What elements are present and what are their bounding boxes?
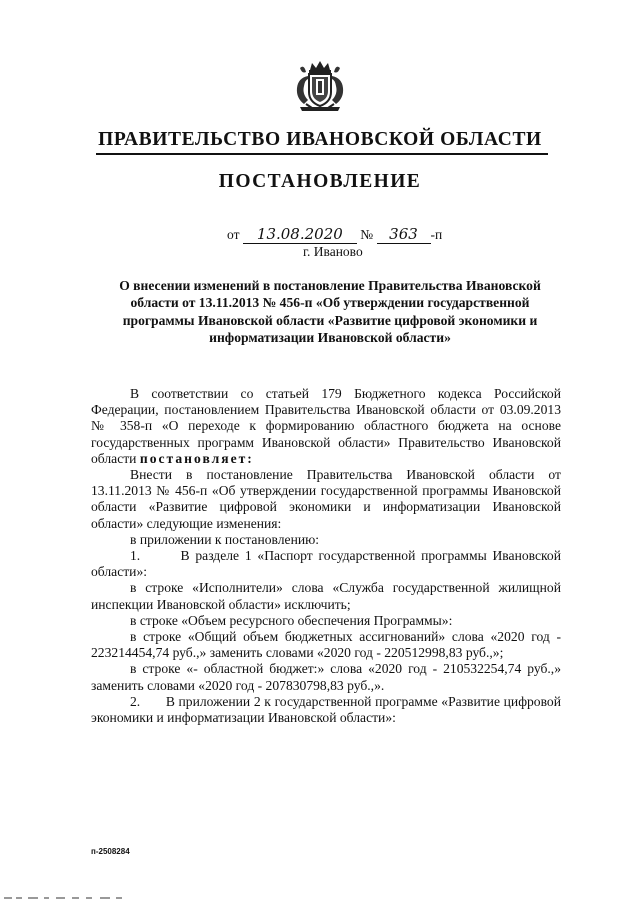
ivanovo-coat-of-arms-icon <box>292 60 348 114</box>
org-title: ПРАВИТЕЛЬСТВО ИВАНОВСКОЙ ОБЛАСТИ <box>98 129 542 150</box>
number-suffix: -п <box>430 227 443 242</box>
paragraph-total-budget: в строке «Общий объем бюджетных ассигнований» слова «2020 год - 223214454,74 руб.,» заменить словами «2020 год - 220512998,83 руб.,»; <box>91 629 561 661</box>
city: г. Иваново <box>303 244 363 259</box>
paragraph-regional-budget: в строке «- областной бюджет:» слова «2020 год - 210532254,74 руб.,» заменить словами «2020 год - 207830798,83 руб.,». <box>91 661 561 693</box>
document-heading: О внесении изменений в постановление Правительства Ивановской области от 13.11.2013 № 456-п «Об утверждении государственной программы Ивановской области «Развитие цифровой экономики и информатизации Ивановской области» <box>119 278 541 345</box>
title-underline <box>96 153 548 155</box>
document-code: п-2508284 <box>91 847 130 856</box>
document-body <box>91 386 561 726</box>
scan-artifact <box>0 895 140 901</box>
date-prefix: от <box>227 227 240 242</box>
paragraph-executors: в строке «Исполнители» слова «Служба государственной жилищной инспекции Ивановской области» исключить; <box>91 580 561 612</box>
paragraph-amend: Внести в постановление Правительства Ивановской области от 13.11.2013 № 456-п «Об утверждении государственной программы Ивановской области «Развитие цифровой экономики и информатизации Ивановской области» следующие изменения: <box>91 467 561 531</box>
paragraph-resources: в строке «Объем ресурсного обеспечения Программы»: <box>130 612 453 628</box>
paragraph-item-2: 2. В приложении 2 к государственной программе «Развитие цифровой экономики и информатизации Ивановской области»: <box>91 693 561 726</box>
document-type: ПОСТАНОВЛЕНИЕ <box>218 171 422 192</box>
paragraph-appendix: в приложении к постановлению: <box>130 531 320 547</box>
paragraph-item-1: 1. В разделе 1 «Паспорт государственной программы Ивановской области»: <box>91 548 561 580</box>
paragraph-basis: В соответствии со статьей 179 Бюджетного кодекса Российской Федерации, постановлением Правительства Ивановской области от 03.09.2013 № 358-п «О переходе к формированию областного бюджета на основе государственных программ Ивановской области» Правительство Ивановской области постановляет: <box>91 386 561 466</box>
handwritten-date: 13.08.2020 <box>243 226 357 244</box>
resolves-word: постановляет: <box>139 450 254 466</box>
number-sign: № <box>360 227 374 242</box>
date-number-line <box>227 225 442 245</box>
handwritten-number: 363 <box>377 226 431 244</box>
